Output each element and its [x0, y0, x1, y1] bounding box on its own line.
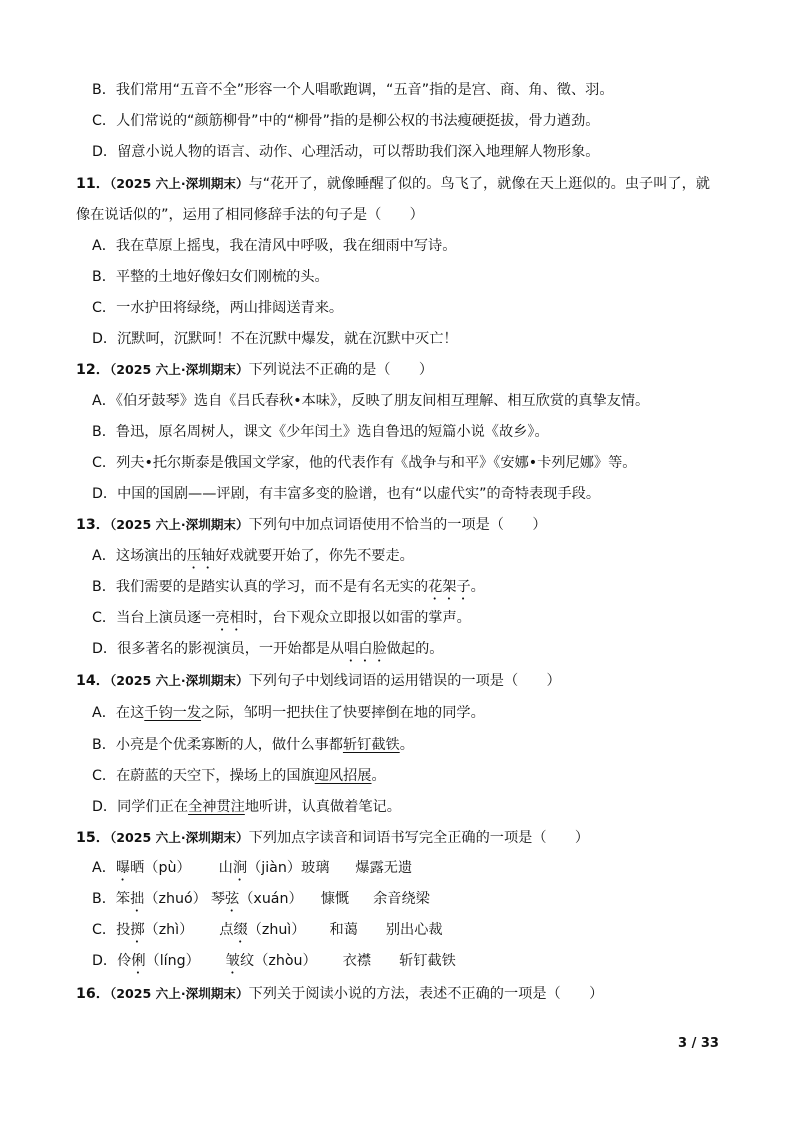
q15-b-dotted-char: 拙 [130, 891, 145, 907]
q14-stem-text: 下列句子中划线词语的运用错误的一项是（ ） [248, 673, 561, 689]
q13-option-a [92, 546, 414, 572]
q15-d-word3: 衣襟 [342, 953, 372, 969]
q16-stem-text: 下列关于阅读小说的方法，表述不正确的一项是（ ） [248, 986, 604, 1002]
q13-source-tag: （2025 六上·深圳期末） [109, 517, 249, 532]
q14-d-text: D．同学们正在 [92, 799, 189, 815]
q11-option-d: D．沉默呵，沉默呵！不在沉默中爆发，就在沉默中灭亡！ [92, 331, 458, 347]
q11-stem-line2: 像在说话似的”，运用了相同修辞手法的句子是（ ） [76, 207, 424, 223]
q13-option-c [92, 608, 471, 634]
q15-b-word1: （zhuó） [144, 891, 207, 907]
q15-b-label: B． [92, 891, 116, 907]
q14-d-text-end: 地听讲，认真做着笔记。 [244, 799, 401, 815]
q14-number: 14． [76, 673, 110, 689]
q13-stem-text: 下列句中加点词语使用不恰当的一项是（ ） [248, 517, 547, 533]
page-number: 3 / 33 [678, 1036, 719, 1051]
q16-source-tag: （2025 六上·深圳期末） [109, 986, 249, 1001]
q12-stem-text: 下列说法不正确的是（ ） [248, 362, 434, 378]
q14-b-underlined-word: 斩钉截铁 [342, 737, 400, 753]
q15-number: 15． [76, 830, 110, 846]
q11-option-c: C．一水护田将绿绕，两山排闼送青来。 [92, 300, 344, 316]
q10-option-d: D．留意小说人物的语言、动作、心理活动，可以帮助我们深入地理解人物形象。 [92, 144, 600, 160]
q11-source-tag: （2025 六上·深圳期末） [109, 176, 249, 191]
q14-source-tag: （2025 六上·深圳期末） [109, 673, 249, 688]
q15-a-dotted-char: 曝 [115, 860, 131, 876]
q13-option-b [92, 577, 485, 603]
q13-a-text: A．这场演出的 [92, 548, 187, 564]
q15-d-word4: 斩钉截铁 [399, 953, 456, 969]
q14-a-underlined-word: 千钧一发 [144, 705, 202, 721]
q13-d-text: D．很多著名的影视演员，一开始都是从 [92, 641, 345, 657]
q15-c-dotted-char-2: 缀 [233, 922, 248, 938]
q15-c-dotted-char: 掷 [130, 922, 145, 938]
q15-a-word1: 晒（pù） [130, 860, 191, 876]
q15-c-word2-start: 点 [219, 922, 234, 938]
q13-number: 13． [76, 517, 110, 533]
q12-stem [76, 360, 433, 380]
q13-a-text-end: 好戏就要开始了，你先不要走。 [215, 548, 414, 564]
q12-option-d: D．中国的国剧——评剧，有丰富多变的脸谱，也有“以虚代实”的奇特表现手段。 [92, 486, 601, 502]
q14-b-text-end: 。 [399, 737, 414, 753]
q13-b-dotted-word: 花架子 [428, 579, 471, 595]
q15-a-dotted-char-2: 涧 [232, 860, 248, 876]
q12-source-tag: （2025 六上·深圳期末） [109, 362, 249, 377]
q15-source-tag: （2025 六上·深圳期末） [109, 830, 249, 845]
q15-c-label: C． [92, 922, 117, 938]
q15-c-word1-start: 投 [116, 922, 131, 938]
q15-b-word1-start: 笨 [115, 891, 131, 907]
q14-c-text: C．在蔚蓝的天空下，操场上的国旗 [92, 768, 315, 784]
q12-number: 12． [76, 362, 110, 378]
q15-a-word2: （jiàn）玻璃 [247, 860, 330, 876]
q12-option-a: A．《伯牙鼓琴》选自《吕氏春秋•本味》，反映了朋友间相互理解、相互欣赏的真挚友情。 [92, 393, 650, 409]
q15-b-word3: 慷慨 [320, 891, 350, 907]
q15-b-dotted-char-2: 弦 [225, 891, 240, 907]
q15-b-word4: 余音绕梁 [373, 891, 430, 907]
q13-stem [76, 515, 547, 535]
q15-a-word2-start: 山 [218, 860, 233, 876]
q16-stem [76, 984, 603, 1004]
q14-option-b [92, 735, 414, 755]
q15-d-dotted-char: 俐 [131, 953, 146, 969]
q14-a-text: A．在这 [92, 705, 145, 721]
q14-c-text-end: 。 [371, 768, 386, 784]
q13-option-d [92, 639, 443, 665]
q14-stem [76, 671, 561, 691]
q15-stem-text: 下列加点字读音和词语书写完全正确的一项是（ ） [248, 830, 590, 846]
q10-option-b: B．我们常用“五音不全”形容一个人唱歌跑调，“五音”指的是宫、商、角、徵、羽。 [92, 82, 614, 98]
q15-b-word2: （xuán） [239, 891, 303, 907]
q15-a-label: A． [92, 860, 116, 876]
q13-a-dotted-word: 压轴 [186, 548, 216, 564]
q15-c-word2: （zhuì） [247, 922, 306, 938]
q13-c-text: C．当台上演员逐一 [92, 610, 216, 626]
q11-stem-text: 与“花开了，就像睡醒了似的。鸟飞了，就像在天上逛似的。虫子叫了，就 [248, 176, 710, 192]
q14-d-underlined-word: 全神贯注 [188, 799, 245, 815]
q11-number: 11． [76, 176, 110, 192]
q14-c-underlined-word: 迎风招展 [314, 768, 372, 784]
q15-c-word4: 别出心裁 [385, 922, 443, 938]
q13-b-text-end: 。 [470, 579, 485, 595]
q15-c-word3: 和蔼 [329, 922, 358, 938]
q14-option-a [92, 703, 485, 723]
q15-a-word3: 爆露无遗 [355, 860, 413, 876]
q15-stem [76, 828, 589, 848]
q15-c-word1: （zhì） [144, 922, 194, 938]
q13-b-text: B．我们需要的是踏实认真的学习，而不是有名无实的 [92, 579, 429, 595]
q13-d-dotted-word: 唱白脸 [344, 641, 387, 657]
q15-b-word2-start: 琴 [210, 891, 226, 907]
q15-option-b [92, 889, 430, 915]
q15-option-c [92, 920, 443, 946]
q10-option-c: C．人们常说的“颜筋柳骨”中的“柳骨”指的是柳公权的书法瘦硬挺拔，骨力遒劲。 [92, 113, 600, 129]
q11-stem-line1 [76, 174, 710, 194]
q13-d-text-end: 做起的。 [386, 641, 444, 657]
q15-option-d [92, 951, 456, 977]
q11-option-b: B．平整的土地好像妇女们刚梳的头。 [92, 269, 329, 285]
q14-option-c [92, 766, 386, 786]
q15-option-a [92, 858, 412, 884]
q14-b-text: B．小亮是个优柔寡断的人，做什么事都 [92, 737, 343, 753]
q13-c-text-end: 时，台下观众立即报以如雷的掌声。 [243, 610, 471, 626]
q12-option-b: B．鲁迅，原名周树人，课文《少年闰土》选自鲁迅的短篇小说《故乡》。 [92, 424, 549, 440]
q14-option-d [92, 797, 401, 817]
q15-d-label: D． [92, 953, 118, 969]
q16-number: 16． [76, 986, 110, 1002]
q13-c-dotted-word: 亮相 [215, 610, 244, 626]
q11-option-a: A．我在草原上摇曳，我在清风中呼吸，我在细雨中写诗。 [92, 238, 457, 254]
q14-a-text-end: 之际，邹明一把扶住了快要摔倒在地的同学。 [201, 705, 485, 721]
q15-d-word1-start: 伶 [117, 953, 132, 969]
q15-d-word2: 纹（zhòu） [240, 953, 317, 969]
q12-option-c: C．列夫•托尔斯泰是俄国文学家，他的代表作有《战争与和平》《安娜•卡列尼娜》等。 [92, 455, 637, 471]
q15-d-dotted-char-2: 皱 [225, 953, 240, 969]
q15-d-word1: （líng） [145, 953, 200, 969]
